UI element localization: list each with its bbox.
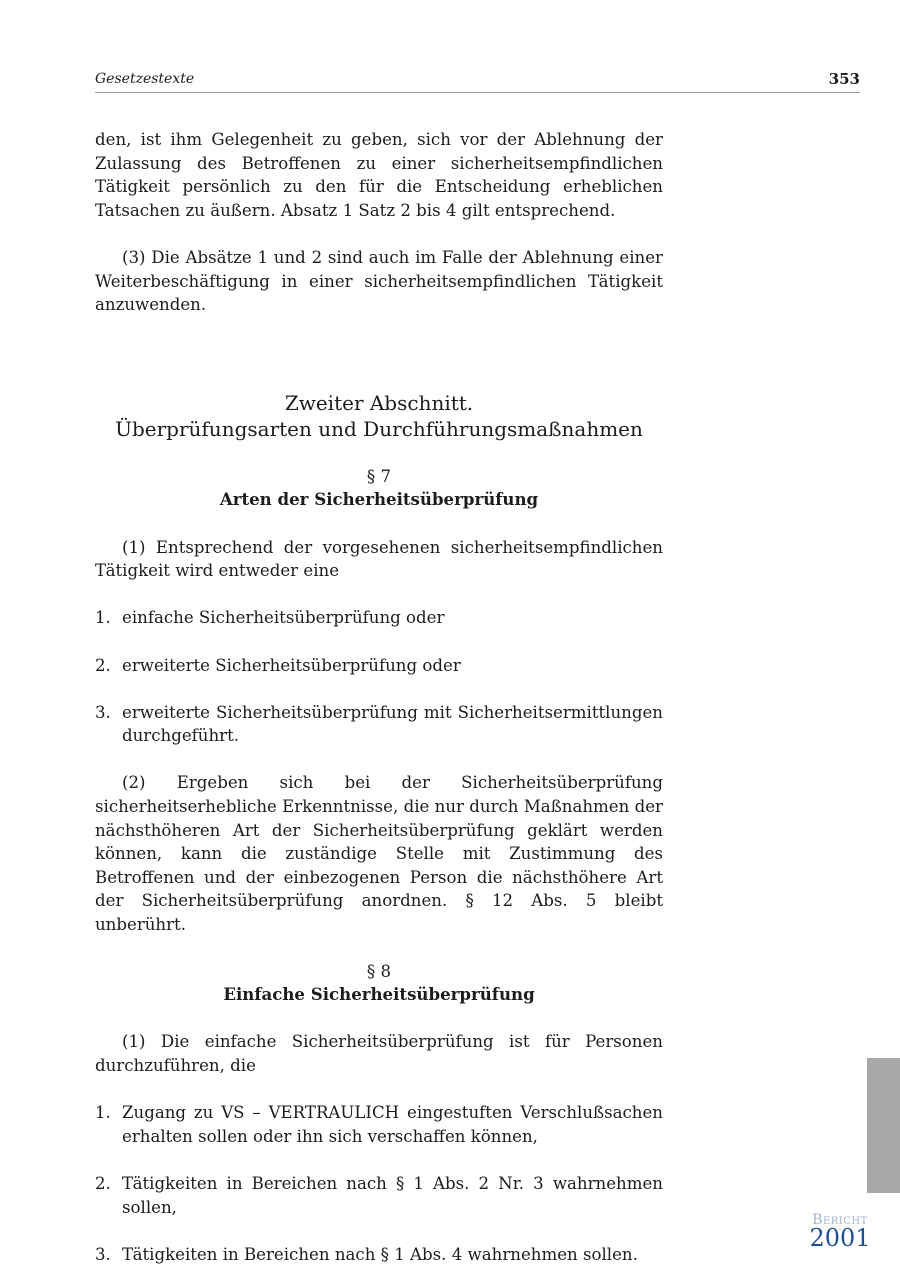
s8-paragraph-1: (1) Die einfache Sicherheitsüberprüfung ist für Personen durchzuführen, die bbox=[95, 1032, 663, 1075]
running-header bbox=[95, 68, 860, 93]
list-item-text: Tätigkeiten in Bereichen nach § 1 Abs. 2 Nr. 3 wahrnehmen sollen, bbox=[122, 1173, 663, 1217]
list-item-text: erweiterte Sicherheitsüberprüfung oder bbox=[122, 655, 461, 675]
logo-word: Bericht bbox=[812, 1212, 868, 1228]
list-item bbox=[95, 654, 663, 678]
thumb-index-tab bbox=[867, 1058, 900, 1193]
section-heading bbox=[95, 390, 663, 442]
running-header-section: Gesetzestexte bbox=[95, 71, 195, 87]
page-number: 353 bbox=[828, 70, 860, 88]
list-item-text: Zugang zu VS – VERTRAULICH eingestuften Verschlußsachen erhalten sollen oder ihn sich verschaffen können, bbox=[122, 1103, 663, 1146]
paragraph-7-number: § 7 bbox=[366, 466, 392, 486]
list-item-text: erweiterte Sicherheitsüberprüfung mit Sicherheitsermittlungen durchgeführt. bbox=[122, 702, 663, 746]
list-item bbox=[95, 1101, 663, 1148]
paragraph-3: (3) Die Absätze 1 und 2 sind auch im Falle der Ablehnung einer Weiterbeschäftigung in einer sicherheitsempfindlichen Tätigkeit anzuwenden. bbox=[95, 247, 663, 315]
logo-year: 2001 bbox=[809, 1224, 871, 1252]
list-item-number: 1. bbox=[95, 608, 111, 628]
paragraph-8-title: Einfache Sicherheitsüberprüfung bbox=[223, 984, 535, 1005]
report-logo bbox=[800, 1212, 880, 1250]
list-item-number: 3. bbox=[95, 1244, 111, 1264]
section-heading-line2: Überprüfungsarten und Durchführungsmaßnahmen bbox=[115, 416, 643, 441]
s7-paragraph-1: (1) Entsprechend der vorgesehenen sicherheitsempfindlichen Tätigkeit wird entweder eine bbox=[95, 537, 663, 581]
list-item bbox=[95, 606, 663, 630]
list-item bbox=[95, 701, 663, 748]
document-body bbox=[95, 128, 663, 1266]
list-item bbox=[95, 1243, 663, 1267]
list-item-text: Tätigkeiten in Bereichen nach § 1 Abs. 4 wahrnehmen sollen. bbox=[122, 1244, 638, 1264]
list-item-text: einfache Sicherheitsüberprüfung oder bbox=[122, 608, 445, 628]
paragraph-continuation: den, ist ihm Gelegenheit zu geben, sich vor der Ablehnung der Zulassung des Betroffenen zu einer sicherheitsempfindlichen Tätigkeit persönlich zu den für die Entscheidung erheblichen Tatsachen zu äußern. Absatz 1 Satz 2 bis 4 gilt entsprechend. bbox=[95, 130, 663, 220]
list-item bbox=[95, 1172, 663, 1219]
paragraph-7-title: Arten der Sicherheitsüberprüfung bbox=[219, 489, 539, 510]
list-item-number: 3. bbox=[95, 702, 111, 722]
list-item-number: 2. bbox=[95, 655, 111, 675]
s7-paragraph-2: (2) Ergeben sich bei der Sicherheitsüberprüfung sicherheitserhebliche Erkenntnisse, die nur durch Maßnahmen der nächsthöheren Art der Sicherheitsüberprüfung geklärt werden können, kann die zuständige Stelle mit Zustimmung des Betroffenen und der einbezogenen Person die nächsthöhere Art der Sicherheitsüberprüfung anordnen. § 12 Abs. 5 bleibt unberührt. bbox=[95, 773, 663, 935]
list-item-number: 1. bbox=[95, 1103, 111, 1123]
section-heading-line1: Zweiter Abschnitt. bbox=[284, 390, 474, 415]
paragraph-8-number: § 8 bbox=[366, 961, 392, 981]
list-item-number: 2. bbox=[95, 1173, 111, 1193]
